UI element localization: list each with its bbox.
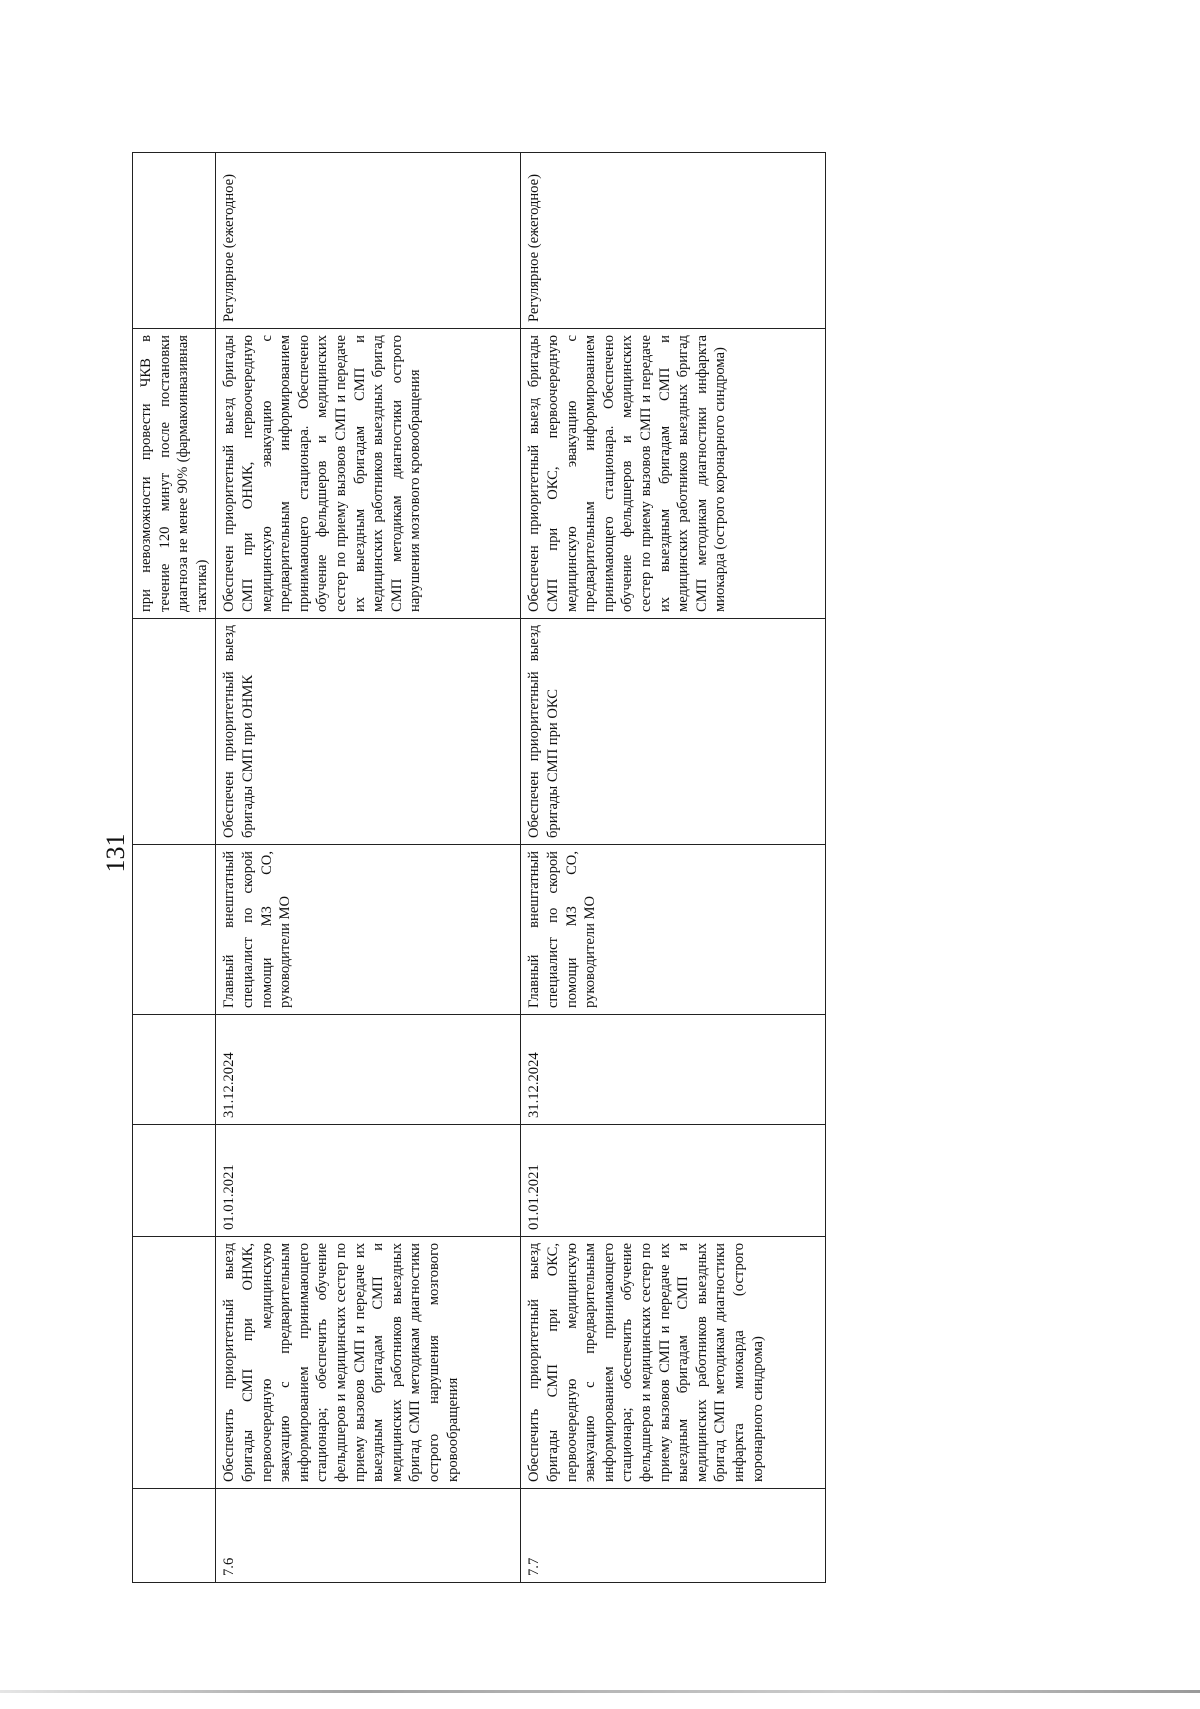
cont-cell-periodicity [133,153,216,329]
row-indicator: Обеспечен приоритетный выезд бригады СМП при ОКС, первоочередную медицинскую эвакуацию с предварительным информированием принимающего стационара. Обеспечено обучение фельдшеров и медицинских сестер по приему вызовов СМП и передаче их выездным бригадам СМП и медицинских работников выездных бригад СМП методикам диагностики инфаркта миокарда (острого коронарного синдрома) [521,329,826,619]
row-task: Обеспечить приоритетный выезд бригады СМП при ОНМК, первоочередную медицинскую эвакуацию с предварительным информированием принимающего стационара; обеспечить обучение фельдшеров и медицинских сестер по приему вызовов СМП и передаче их выездным бригадам СМП и медицинских работников выездных бригад СМП методикам диагностики острого нарушения мозгового кровообращения [216,1237,521,1489]
rotated-table-page [132,153,882,1583]
row-start-date: 01.01.2021 [521,1125,826,1237]
cont-cell-end [133,1015,216,1125]
cont-cell-task [133,1237,216,1489]
page-number: 131 [101,833,130,873]
row-number: 7.7 [521,1489,826,1583]
scan-edge-line [0,1690,1200,1693]
row-result: Обеспечен приоритетный выезд бригады СМП при ОКС [521,619,826,845]
row-periodicity: Регулярное (ежегодное) [216,153,521,329]
row-periodicity: Регулярное (ежегодное) [521,153,826,329]
row-result: Обеспечен приоритетный выезд бригады СМП при ОНМК [216,619,521,845]
continuation-row [133,153,216,1583]
cont-cell-responsible [133,845,216,1015]
row-end-date: 31.12.2024 [216,1015,521,1125]
cont-cell-indicator: при невозможности провести ЧКВ в течение 120 минут после постановки диагноза не менее 90% (фармакоинвазивная тактика) [133,329,216,619]
row-start-date: 01.01.2021 [216,1125,521,1237]
activities-table [132,152,826,1583]
row-task: Обеспечить приоритетный выезд бригады СМП при ОКС, первоочередную медицинскую эвакуацию с предварительным информированием принимающего стационара; обеспечить обучение фельдшеров и медицинских сестер по приему вызовов СМП и передаче их выездным бригадам СМП и медицинских работников выездных бригад СМП методикам диагностики инфаркта миокарда (острого коронарного синдрома) [521,1237,826,1489]
cont-cell-num [133,1489,216,1583]
row-end-date: 31.12.2024 [521,1015,826,1125]
row-number: 7.6 [216,1489,521,1583]
cont-cell-result [133,619,216,845]
row-responsible: Главный внештатный специалист по скорой помощи МЗ СО, руководители МО [216,845,521,1015]
cont-cell-start [133,1125,216,1237]
table-row [216,153,521,1583]
table-row [521,153,826,1583]
row-indicator: Обеспечен приоритетный выезд бригады СМП при ОНМК, первоочередную медицинскую эвакуацию с предварительным информированием принимающего стационара. Обеспечено обучение фельдшеров и медицинских сестер по приему вызовов СМП и передаче их выездным бригадам СМП и медицинских работников выездных бригад СМП методикам диагностики острого нарушения мозгового кровообращения [216,329,521,619]
row-responsible: Главный внештатный специалист по скорой помощи МЗ СО, руководители МО [521,845,826,1015]
